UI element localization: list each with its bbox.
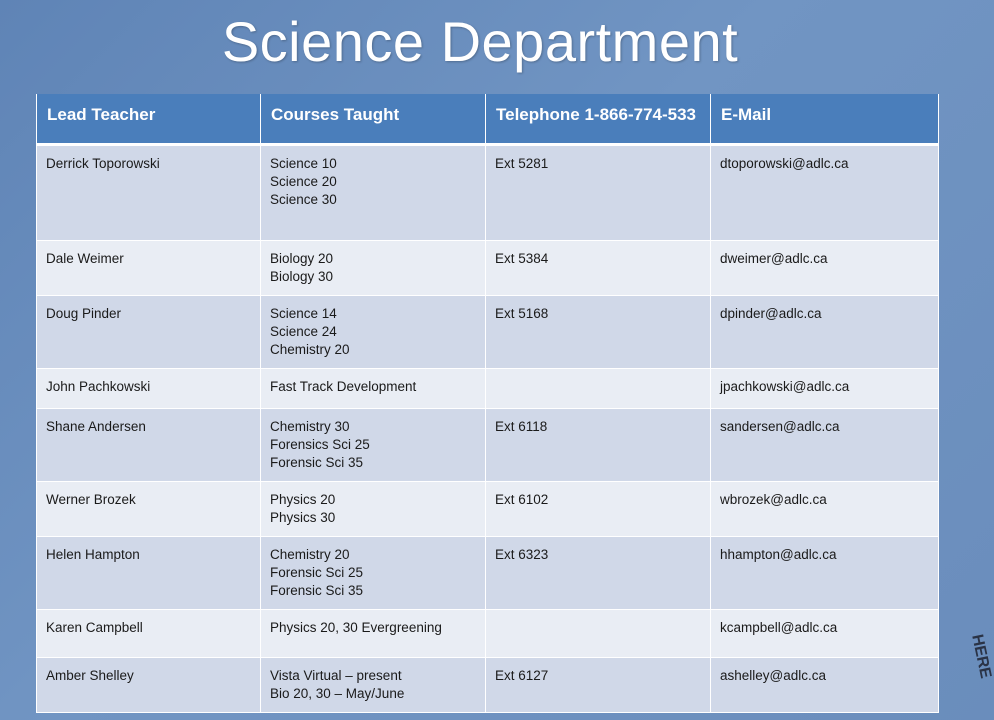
header-telephone: Telephone 1-866-774-533 — [486, 94, 711, 144]
course-line: Physics 20, 30 Evergreening — [270, 619, 442, 635]
table-body — [37, 144, 939, 712]
cell-telephone: Ext 5168 — [486, 295, 711, 368]
course-line: Forensic Sci 35 — [270, 582, 364, 598]
header-lead-teacher: Lead Teacher — [37, 94, 261, 144]
cell-email[interactable]: dpinder@adlc.ca — [711, 295, 939, 368]
cell-lead-teacher: John Pachkowski — [37, 368, 261, 408]
cell-email[interactable]: dweimer@adlc.ca — [711, 240, 939, 295]
cell-courses-taught — [261, 144, 486, 240]
cell-lead-teacher: Derrick Toporowski — [37, 144, 261, 240]
table-row — [37, 657, 939, 712]
cell-telephone: Ext 5384 — [486, 240, 711, 295]
cell-lead-teacher: Amber Shelley — [37, 657, 261, 712]
watermark-text: HERE — [968, 632, 994, 680]
course-line: Science 20 — [270, 173, 337, 189]
table-row — [37, 481, 939, 536]
course-line: Vista Virtual – present — [270, 667, 402, 683]
course-line: Science 24 — [270, 323, 337, 339]
cell-lead-teacher: Karen Campbell — [37, 609, 261, 657]
cell-email[interactable]: hhampton@adlc.ca — [711, 536, 939, 609]
cell-email[interactable]: wbrozek@adlc.ca — [711, 481, 939, 536]
course-line: Chemistry 30 — [270, 418, 350, 434]
course-line: Science 30 — [270, 191, 337, 207]
cell-telephone: Ext 6102 — [486, 481, 711, 536]
cell-lead-teacher: Shane Andersen — [37, 408, 261, 481]
course-line: Biology 20 — [270, 250, 334, 266]
table-row — [37, 368, 939, 408]
table-row — [37, 295, 939, 368]
cell-courses-taught — [261, 295, 486, 368]
cell-telephone: Ext 6323 — [486, 536, 711, 609]
course-line: Chemistry 20 — [270, 341, 350, 357]
course-line: Science 10 — [270, 155, 337, 171]
cell-email[interactable]: ashelley@adlc.ca — [711, 657, 939, 712]
cell-telephone: Ext 5281 — [486, 144, 711, 240]
cell-telephone — [486, 609, 711, 657]
cell-courses-taught — [261, 609, 486, 657]
cell-telephone — [486, 368, 711, 408]
cell-email[interactable]: dtoporowski@adlc.ca — [711, 144, 939, 240]
course-line: Biology 30 — [270, 268, 334, 284]
table-row — [37, 536, 939, 609]
cell-lead-teacher: Helen Hampton — [37, 536, 261, 609]
course-line: Forensic Sci 35 — [270, 454, 364, 470]
cell-lead-teacher: Werner Brozek — [37, 481, 261, 536]
header-email: E-Mail — [711, 94, 939, 144]
cell-email[interactable]: kcampbell@adlc.ca — [711, 609, 939, 657]
table-row — [37, 144, 939, 240]
table-header-row — [37, 94, 939, 144]
course-line: Science 14 — [270, 305, 337, 321]
cell-telephone: Ext 6118 — [486, 408, 711, 481]
cell-telephone: Ext 6127 — [486, 657, 711, 712]
cell-courses-taught — [261, 536, 486, 609]
course-line: Chemistry 20 — [270, 546, 350, 562]
cell-lead-teacher: Dale Weimer — [37, 240, 261, 295]
course-line: Physics 20 — [270, 491, 336, 507]
course-line: Physics 30 — [270, 509, 336, 525]
cell-courses-taught — [261, 481, 486, 536]
cell-email[interactable]: jpachkowski@adlc.ca — [711, 368, 939, 408]
cell-courses-taught — [261, 408, 486, 481]
cell-email[interactable]: sandersen@adlc.ca — [711, 408, 939, 481]
course-line: Forensic Sci 25 — [270, 564, 364, 580]
table-row — [37, 609, 939, 657]
course-line: Bio 20, 30 – May/June — [270, 685, 405, 701]
course-line: Forensics Sci 25 — [270, 436, 370, 452]
table-row — [37, 240, 939, 295]
table-row — [37, 408, 939, 481]
header-courses-taught: Courses Taught — [261, 94, 486, 144]
staff-table — [36, 94, 939, 713]
course-line: Fast Track Development — [270, 378, 417, 394]
cell-courses-taught — [261, 368, 486, 408]
cell-courses-taught — [261, 240, 486, 295]
cell-courses-taught — [261, 657, 486, 712]
slide-title: Science Department — [221, 10, 739, 73]
cell-lead-teacher: Doug Pinder — [37, 295, 261, 368]
